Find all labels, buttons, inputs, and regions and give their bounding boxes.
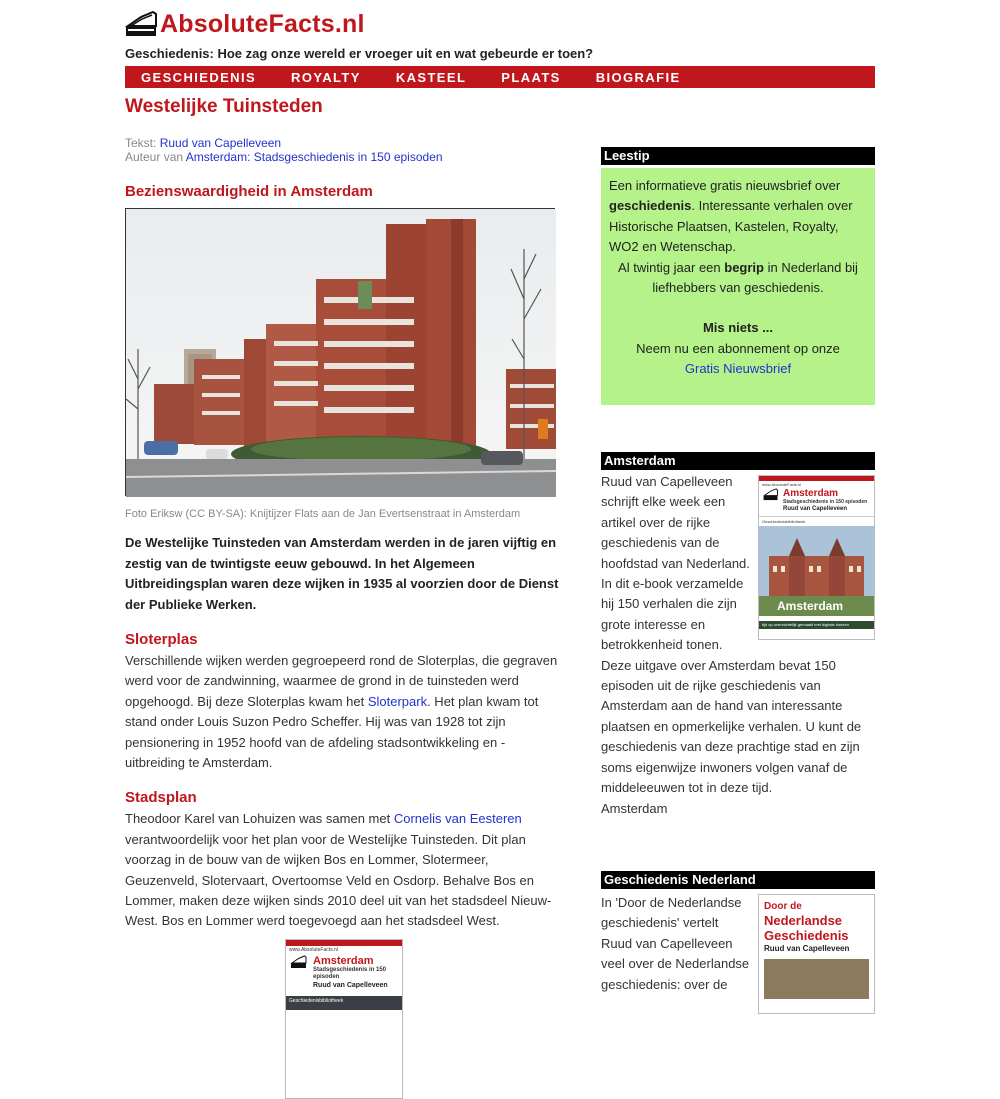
nederland-book-image — [764, 959, 869, 999]
nederland-book-title-3: Geschiedenis — [764, 928, 849, 943]
newsletter-text-bold-2: begrip — [724, 259, 764, 275]
bottom-book-site: www.AbsoluteFacts.nl — [289, 947, 338, 953]
page-title: Westelijke Tuinsteden — [125, 96, 323, 117]
gratis-nieuwsbrief-link[interactable]: Gratis Nieuwsbrief — [684, 361, 792, 377]
leestip-widget — [601, 147, 875, 405]
newsletter-text-bold-1: geschiedenis — [609, 198, 692, 214]
newsletter-text-1: Een informatieve gratis nieuwsbrief over — [609, 178, 841, 193]
newsletter-text-3: Al twintig jaar een — [618, 259, 725, 275]
article-intro: De Westelijke Tuinsteden van Amsterdam werden in de jaren vijftig en zestig van de twintigste eeuw gebouwd. In het Algemeen Uitbreidingsplan waren deze wijken in 1935 al voorzien door de Dienst der Publieke Werken. — [125, 535, 559, 612]
bottom-book-cover[interactable] — [285, 939, 403, 1099]
nederland-book-title-1: Door de — [764, 901, 802, 912]
nav-item-plaats[interactable]: PLAATS — [501, 69, 561, 85]
sloterplas-text-2: . Het plan kwam tot stand onder Louis Suzon Pedro Scheffer. Hij was van 1928 tot zijn pensionering in 1952 hoofd van de afdeling stadsontwikkeling en -uitbreiding te Amsterdam. — [125, 693, 539, 771]
stadsplan-paragraph — [125, 809, 565, 931]
amsterdam-link[interactable]: Amsterdam — [601, 800, 668, 816]
amsterdam-description: Ruud van Capelleveen schrijft elke week een artikel over de rijke geschiedenis van de hoofdstad van Nederland. In dit e-book verzamelde hij 150 verhalen die zijn grote interesse en betrokkenheid tonen. Deze uitgave over Amsterdam bevat 150 episoden uit de rijke geschiedenis van Amsterdam aan de hand van interessante plaatsen en opmerkelijke verhalen. U kunt de geschiedenis van deze prachtige stad en zijn soms eigenwijze inwoners volgen vanaf de middeleeuwen tot in deze tijd. — [601, 474, 862, 796]
newsletter-box — [601, 168, 875, 405]
section-title: Bezienswaardigheid in Amsterdam — [125, 183, 373, 200]
leestip-heading: Leestip — [601, 147, 875, 165]
sloterpark-link[interactable]: Sloterpark — [367, 693, 428, 709]
amsterdam-book-image-word: Amsterdam — [777, 599, 844, 613]
site-logo[interactable] — [125, 8, 875, 40]
nederland-book-title-2: Nederlandse — [764, 913, 843, 928]
logo-text: AbsoluteFacts.nl — [160, 9, 365, 38]
bottom-book-author: Ruud van Capelleveen — [313, 982, 388, 989]
amsterdam-book-series: Geschiedenisbibliotheek — [759, 516, 874, 526]
meta-author-of: Auteur van — [125, 150, 184, 164]
abonnement-text: Neem nu een abonnement op onze — [636, 340, 840, 356]
nav-item-kasteel[interactable]: KASTEEL — [395, 69, 467, 85]
book-link[interactable]: Amsterdam: Stadsgeschiedenis in 150 episoden — [185, 150, 443, 164]
stadsplan-heading: Stadsplan — [125, 789, 197, 807]
cornelis-van-eesteren-link[interactable]: Cornelis van Eesteren — [393, 811, 522, 827]
nederland-description: In 'Door de Nederlandse geschiedenis' vertelt Ruud van Capelleveen veel over de Nederlandse geschiedenis: over de — [601, 895, 750, 992]
article-photo — [125, 208, 555, 496]
amsterdam-book-author: Ruud van Capelleveen — [783, 506, 848, 512]
bottom-book-logo-icon — [289, 955, 309, 969]
newsletter-reputation — [609, 258, 867, 299]
amsterdam-book-footer: tijd op overzichtelijk gemaakt met digitale boeken — [759, 621, 874, 629]
nederland-heading: Geschiedenis Nederland — [601, 871, 875, 889]
bottom-book-subtitle: Stadsgeschiedenis in 150 episoden — [313, 967, 387, 980]
sloterplas-paragraph — [125, 651, 565, 773]
article — [125, 96, 565, 932]
sloterplas-heading: Sloterplas — [125, 631, 198, 648]
newsletter-text-4: in Nederland bij liefhebbers van geschiedenis. — [652, 259, 858, 296]
meta-text-label: Tekst: — [125, 136, 157, 150]
sloterplas-text-1: Verschillende wijken werden gegroepeerd rond de Sloterplas, die gegraven werd voor de zandwinning, waarmee de grond in de tuinsteden werd opgehoogd. Bij deze Sloterplas kwam het — [125, 653, 558, 709]
article-meta — [125, 136, 565, 164]
nav-item-biografie[interactable]: BIOGRAFIE — [595, 69, 681, 85]
photo-caption: Foto Eriksw (CC BY-SA): Knijtijzer Flats aan de Jan Evertsenstraat in Amsterdam — [125, 508, 521, 520]
stadsplan-text-2: verantwoordelijk voor het plan voor de Westelijke Tuinsteden. Dit plan voorzag in de bouw van de wijken Bos en Lommer, Slotermeer, Geuzenveld, Slotervaart, Overtoomse Veld en Osdorp. Behalve Bos en Lommer, maken deze wijken sinds 2010 deel uit van het stadsdeel Nieuw-West. Bos en Lommer werd toegevoegd aan het stadsdeel West. — [125, 831, 552, 929]
nederland-book-cover[interactable] — [758, 894, 875, 1014]
flats-photo — [126, 209, 556, 497]
main-nav — [125, 66, 875, 88]
nav-item-geschiedenis[interactable]: GESCHIEDENIS — [141, 69, 257, 85]
mis-niets-text: Mis niets ... — [702, 320, 774, 336]
bottom-book-series: Geschiedenisbibliotheek — [286, 996, 402, 1010]
bottom-book-title: Amsterdam — [313, 955, 374, 967]
amsterdam-book-site: www.AbsoluteFacts.nl — [762, 482, 802, 487]
amsterdam-book-logo-icon — [762, 488, 780, 501]
site-tagline: Geschiedenis: Hoe zag onze wereld er vroeger uit en wat gebeurde er toen? — [125, 46, 594, 61]
newsletter-text-2: . Interessante verhalen over Historische Plaatsen, Kastelen, Royalty, WO2 en Wetenschap. — [609, 198, 853, 255]
amsterdam-book-cover[interactable] — [758, 475, 875, 640]
amsterdam-book-title: Amsterdam — [783, 488, 839, 499]
newsletter-description — [609, 176, 867, 258]
book-logo-icon — [125, 10, 159, 38]
nav-item-royalty[interactable]: ROYALTY — [291, 69, 361, 85]
site-header — [125, 8, 875, 61]
amsterdam-widget — [601, 452, 875, 819]
amsterdam-book-subtitle: Stadsgeschiedenis in 150 episoden — [783, 499, 868, 505]
stadsplan-text-1: Theodoor Karel van Lohuizen was samen met — [125, 811, 394, 827]
author-link[interactable]: Ruud van Capelleveen — [159, 136, 282, 150]
nederland-book-author: Ruud van Capelleveen — [764, 944, 850, 953]
amsterdam-heading: Amsterdam — [601, 452, 875, 470]
rijksmuseum-image — [759, 526, 874, 616]
nederland-widget — [601, 871, 875, 1014]
